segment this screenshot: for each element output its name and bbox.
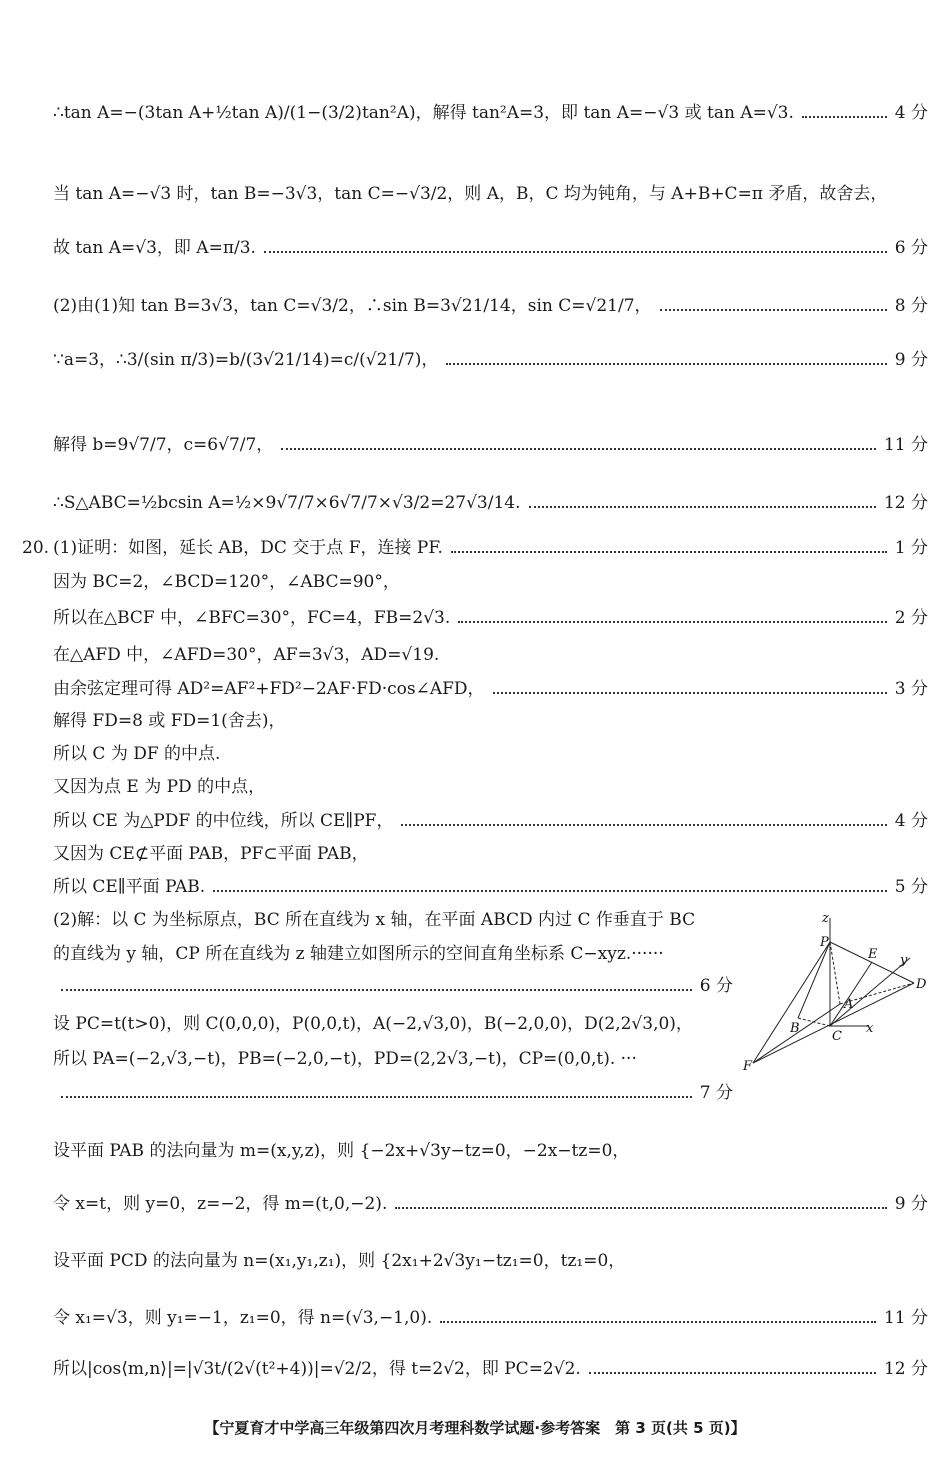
edge-FD (753, 983, 914, 1063)
segment-CE (830, 962, 872, 1026)
answer-line: ∴tan A=−(3tan A+½tan A)/(1−(3/2)tan²A)，解得 tan²A=3，即 tan A=−√3 或 tan A=√3. 4 分 (53, 103, 928, 123)
answer-line: (1)证明：如图，延长 AB，DC 交于点 F，连接 PF. 1 分 (53, 538, 928, 558)
score-mark: 3 分 (894, 679, 928, 699)
y-axis (830, 958, 910, 1026)
label-F: F (743, 1059, 753, 1074)
score-mark: 1 分 (894, 538, 928, 558)
answer-line: 令 x=t，则 y=0，z=−2，得 m=(t,0,−2). 9 分 (53, 1194, 928, 1214)
answer-line: 当 tan A=−√3 时，tan B=−3√3，tan C=−√3/2，则 A，B，C 均为钝角，与 A+B+C=π 矛盾，故舍去， (53, 184, 888, 204)
answer-line: 所以在△BCF 中，∠BFC=30°，FC=4，FB=2√3. 2 分 (53, 608, 928, 628)
score-mark: 9 分 (894, 350, 928, 370)
score-mark: 12 分 (883, 1359, 928, 1379)
answer-line: 解得 FD=8 或 FD=1(舍去)， (53, 711, 286, 731)
answer-line: 因为 BC=2，∠BCD=120°，∠ABC=90°， (53, 572, 400, 592)
label-x: x (866, 1021, 874, 1036)
score-mark: 11 分 (883, 435, 928, 455)
score-mark: 7 分 (699, 1083, 733, 1103)
edge-BC (798, 1018, 830, 1026)
problem-number: 20. (22, 538, 50, 558)
answer-line: 设平面 PAB 的法向量为 m=(x,y,z)，则 {−2x+√3y−tz=0，−2x−tz=0， (53, 1141, 630, 1161)
score-mark: 6 分 (699, 976, 733, 996)
label-B: B (790, 1021, 800, 1036)
answer-line: ∵a=3，∴3/(sin π/3)=b/(3√21/14)=c/(√21/7)， 9 分 (53, 350, 928, 370)
answer-line: 令 x₁=√3，则 y₁=−1，z₁=0，得 n=(√3,−1,0). 11 分 (53, 1308, 928, 1328)
label-z: z (822, 911, 829, 926)
edge-PB (798, 942, 830, 1018)
score-mark: 4 分 (894, 103, 928, 123)
answer-line: 所以 CE 为△PDF 的中位线，所以 CE∥PF， 4 分 (53, 811, 928, 831)
answer-line (53, 1082, 733, 1104)
answer-line: 所以 C 为 DF 的中点. (53, 744, 221, 764)
answer-line: 所以 PA=(−2,√3,−t)，PB=(−2,0,−t)，PD=(2,2√3,−t)，CP=(0,0,t). ··· (53, 1049, 637, 1069)
answer-line: 设 PC=t(t>0)，则 C(0,0,0)，P(0,0,t)，A(−2,√3,0)，B(−2,0,0)，D(2,2√3,0)， (53, 1014, 693, 1034)
score-mark: 8 分 (894, 296, 928, 316)
answer-line: 故 tan A=√3，即 A=π/3. 6 分 (53, 238, 928, 258)
answer-line: (2)由(1)知 tan B=3√3，tan C=√3/2，∴sin B=3√21/14，sin C=√21/7， 8 分 (53, 296, 928, 316)
answer-line: 的直线为 y 轴，CP 所在直线为 z 轴建立如图所示的空间直角坐标系 C−xyz.······ (53, 944, 664, 964)
score-mark: 4 分 (894, 811, 928, 831)
edge-PF (753, 942, 830, 1063)
answer-line: 由余弦定理可得 AD²=AF²+FD²−2AF·FD·cos∠AFD， 3 分 (53, 679, 928, 699)
answer-line: 解得 b=9√7/7，c=6√7/7， 11 分 (53, 435, 928, 455)
label-C: C (832, 1029, 842, 1044)
score-mark: 9 分 (894, 1194, 928, 1214)
label-D: D (916, 977, 927, 992)
score-mark: 6 分 (894, 238, 928, 258)
answer-line: 又因为点 E 为 PD 的中点， (53, 777, 266, 797)
score-mark: 5 分 (894, 877, 928, 897)
score-mark: 2 分 (894, 608, 928, 628)
answer-line: ∴S△ABC=½bcsin A=½×9√7/7×6√7/7×√3/2=27√3/14. 12 分 (53, 493, 928, 513)
score-mark: 11 分 (883, 1308, 928, 1328)
edge-PA (830, 942, 840, 1004)
label-E: E (868, 947, 878, 962)
answer-line (53, 975, 733, 997)
answer-line: 所以 CE∥平面 PAB. 5 分 (53, 877, 928, 897)
label-A: A (844, 997, 854, 1012)
pyramid-figure (738, 906, 938, 1076)
answer-line: 又因为 CE⊄平面 PAB，PF⊂平面 PAB， (53, 844, 369, 864)
answer-line: 在△AFD 中，∠AFD=30°，AF=3√3，AD=√19. (53, 645, 440, 665)
answer-line: 所以|cos⟨m,n⟩|=|√3t/(2√(t²+4))|=√2/2，得 t=2√2，即 PC=2√2. 12 分 (53, 1359, 928, 1379)
page-footer: 【宁夏育才中学高三年级第四次月考理科数学试题·参考答案 第 3 页(共 5 页)】 (204, 1419, 746, 1437)
label-P: P (820, 935, 829, 950)
answer-line: 设平面 PCD 的法向量为 n=(x₁,y₁,z₁)，则 {2x₁+2√3y₁−tz₁=0，tz₁=0， (53, 1251, 626, 1271)
score-mark: 12 分 (883, 493, 928, 513)
answer-line: (2)解：以 C 为坐标原点，BC 所在直线为 x 轴，在平面 ABCD 内过 C 作垂直于 BC (53, 910, 696, 930)
label-y: y (900, 953, 908, 968)
